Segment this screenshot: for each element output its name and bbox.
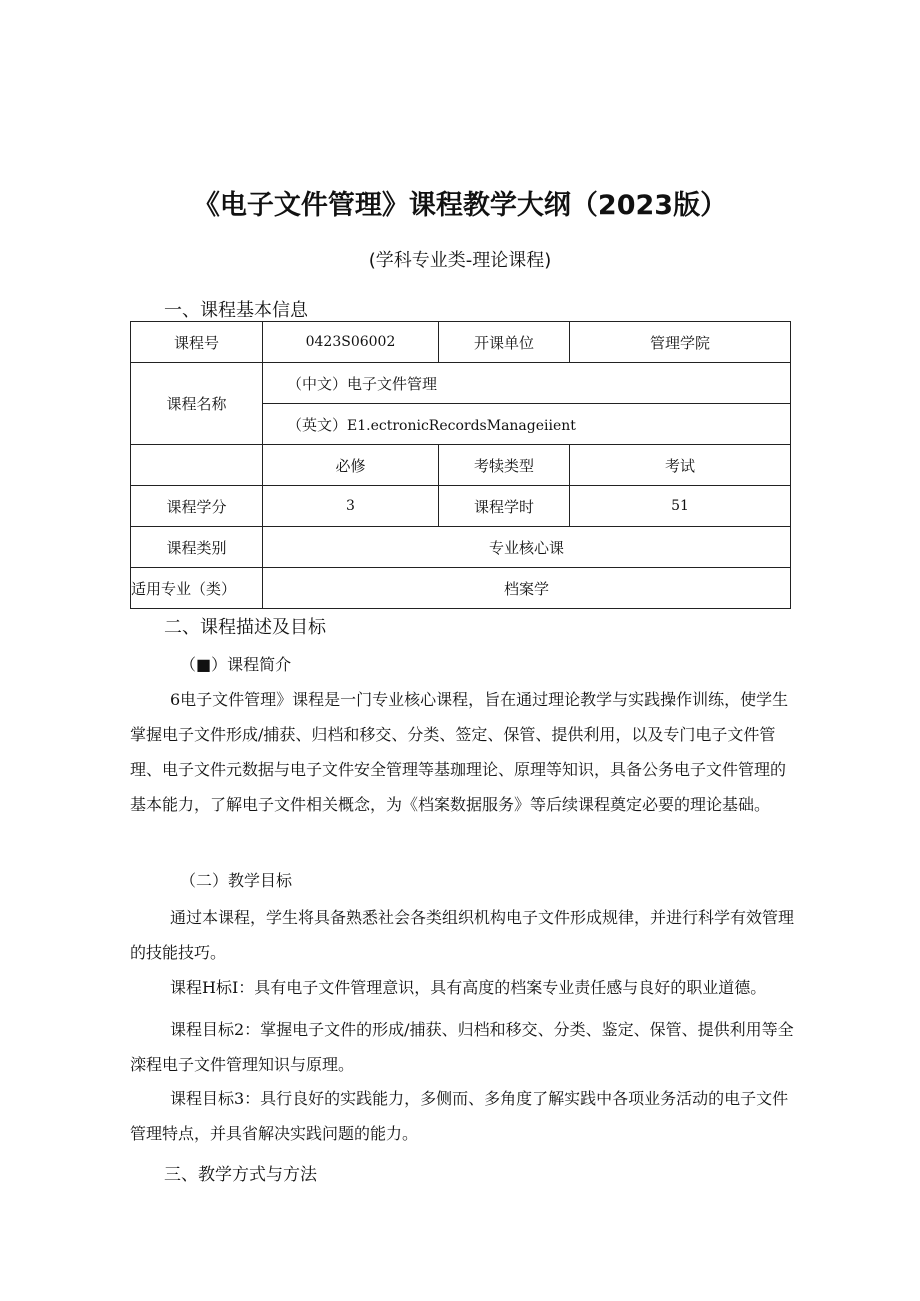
course-name-en xyxy=(263,404,791,445)
course-no-value: 0423S06002 xyxy=(263,322,439,363)
credit-value: 3 xyxy=(263,486,439,527)
course-name-cn: （中文）电子文件管理 xyxy=(263,363,791,404)
hours-label: 课程学时 xyxy=(439,486,570,527)
dept-value: 管理学院 xyxy=(570,322,791,363)
section1-heading: 一、课程基本信息 xyxy=(164,300,308,321)
goals-paragraph: 通过本课程，学生将具备熟悉社会各类组织机构电子文件形成规律，并进行科学有效管理的技能技巧。 xyxy=(130,908,795,962)
dept-label: 开课单位 xyxy=(439,322,570,363)
table-row xyxy=(131,363,791,404)
intro-heading: （■）课程简介 xyxy=(180,655,292,674)
table-row xyxy=(131,445,791,486)
goal-3: 课程目标3：具行良好的实践能力，多侧而、多角度了解实践中各项业务活动的电子文件管理特点，并具省解决实践问题的能力。 xyxy=(130,1089,789,1143)
goal-2: 课程目标2：掌握电子文件的形成/捕获、归档和移交、分类、鉴定、保管、提供利用等全滦程电子文件管理知识与原理。 xyxy=(130,1020,794,1074)
credit-label: 课程学分 xyxy=(131,486,263,527)
major-value: 档案学 xyxy=(263,568,791,609)
goals-heading: （二）教学目标 xyxy=(180,871,293,890)
category-value: 专业核心课 xyxy=(263,527,791,568)
course-name-en-prefix: （英文） xyxy=(287,415,348,434)
table-row xyxy=(131,486,791,527)
major-label: 适用专业（类） xyxy=(131,568,263,609)
course-name-label: 课程名称 xyxy=(131,363,263,445)
intro-paragraph: 6电子文件管理》课程是一门专业核心课程，旨在通过理论教学与实践操作训练，使学生掌握电子文件形成/捕获、归档和移交、分类、签定、保管、提供利用，以及专门电子文件管理、电子文件元数据与电子文件安全管理等基珈理论、原理等知识，具备公务电子文件管理的基本能力，了解电子文件相关概念，为《档案数据服务》等后续课程奠定必要的理论基础。 xyxy=(130,690,789,814)
table-row xyxy=(131,527,791,568)
section3-heading: 三、教学方式与方法 xyxy=(164,1165,317,1185)
required-value: 必修 xyxy=(263,445,439,486)
course-no-label: 课程号 xyxy=(131,322,263,363)
section2-heading: 二、课程描述及目标 xyxy=(164,617,326,638)
document-title: 《电子文件管理》课程教学大纲（2023版） xyxy=(192,190,728,221)
course-info-table xyxy=(130,321,791,609)
table-row xyxy=(131,322,791,363)
hours-value: 51 xyxy=(570,486,791,527)
goal-1: 课程H标I：具有电子文件管理意识，具有高度的档案专业责任感与良好的职业道德。 xyxy=(170,978,767,997)
exam-type-label: 考犊类型 xyxy=(439,445,570,486)
exam-type-value: 考试 xyxy=(570,445,791,486)
course-name-en-value: E1.ectronicRecordsManageiient xyxy=(347,417,576,434)
table-row xyxy=(131,568,791,609)
document-subtitle: (学科专业类-理论课程) xyxy=(368,250,552,271)
empty-cell xyxy=(131,445,263,486)
category-label: 课程类别 xyxy=(131,527,263,568)
